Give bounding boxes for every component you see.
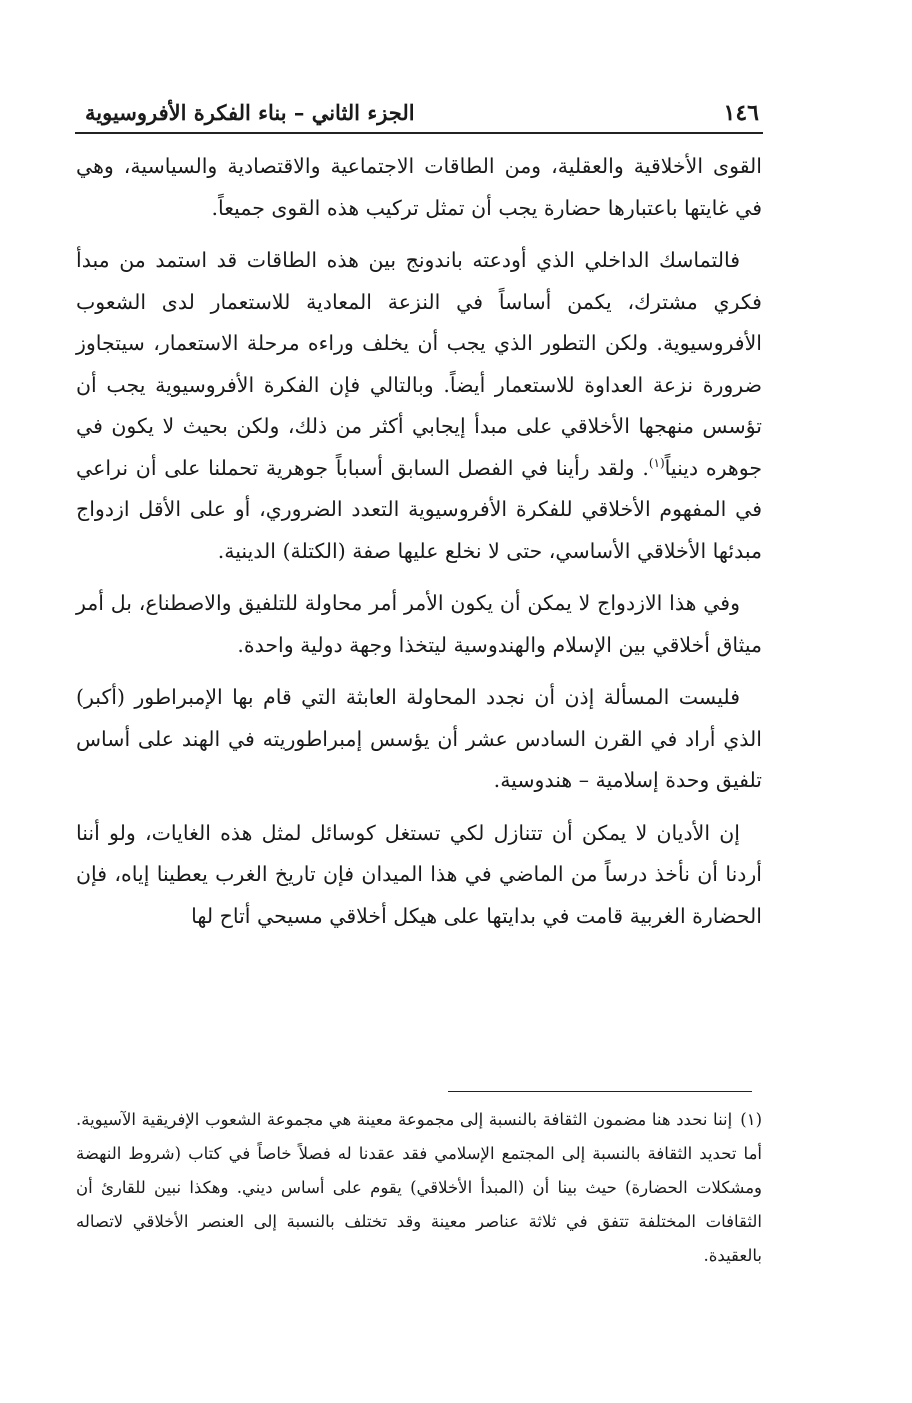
paragraph <box>76 240 762 572</box>
footnote-marker: (١) <box>740 1110 762 1129</box>
footnote-divider <box>448 1091 752 1092</box>
page-number: ١٤٦ <box>723 100 759 126</box>
footnote <box>76 1103 762 1273</box>
paragraph: القوى الأخلاقية والعقلية، ومن الطاقات الاجتماعية والاقتصادية والسياسية، وهي في غايتها باعتبارها حضارة يجب أن تمثل تركيب هذه القوى جميعاً. <box>76 154 762 220</box>
paragraph: فليست المسألة إذن أن نجدد المحاولة العابثة التي قام بها الإمبراطور (أكبر) الذي أراد في القرن السادس عشر أن يؤسس إمبراطوريته في الهند على أساس تلفيق وحدة إسلامية – هندوسية. <box>76 685 762 792</box>
running-header-title: الجزء الثاني – بناء الفكرة الأفروسيوية <box>85 100 415 125</box>
footnotes <box>76 1103 762 1273</box>
paragraph-text: فالتماسك الداخلي الذي أودعته باندونج بين هذه الطاقات قد استمد من مبدأ فكري مشترك، يكمن أساساً في النزعة المعادية للاستعمار لدى الشعوب الأفروسيوية. ولكن التطور الذي يجب أن يخلف وراءه مرحلة الاستعمار، سيتجاوز ضرورة نزعة العداوة للاستعمار أيضاً. وبالتالي فإن الفكرة الأفروسيوية يجب أن تؤسس منهجها الأخلاقي على مبدأ إيجابي أكثر من ذلك، ولكن بحيث لا يكون في جوهره دينياً <box>76 248 763 480</box>
paragraph: إن الأديان لا يمكن أن تتنازل لكي تستغل كوسائل لمثل هذه الغايات، ولو أننا أردنا أن نأخذ درساً من الماضي في هذا الميدان فإن تاريخ الغرب يعطينا إياه، فإن الحضارة الغربية قامت في بدايتها على هيكل أخلاقي مسيحي أتاح لها <box>76 820 762 928</box>
footnote-text: إننا نحدد هنا مضمون الثقافة بالنسبة إلى مجموعة معينة هي مجموعة الشعوب الإفريقية الآسيوية. أما تحديد الثقافة بالنسبة إلى المجتمع الإسلامي فقد عقدنا له فصلاً خاصاً في كتاب (شروط النهضة ومشكلات الحضارة) حيث بينا أن (المبدأ الأخلاقي) يقوم على أساس ديني. وهكذا نبين للقارئ أن الثقافات المختلفة تتفق في ثلاثة عناصر معينة وقد تختلف بالنسبة إلى العنصر الأخلاقي لاتصاله بالعقيدة. <box>76 1110 762 1265</box>
footnote-reference[interactable]: (١) <box>648 455 665 470</box>
paragraph: وفي هذا الازدواج لا يمكن أن يكون الأمر أمر محاولة للتلفيق والاصطناع، بل أمر ميثاق أخلاقي بين الإسلام والهندوسية ليتخذا وجهة دولية واحدة. <box>76 591 762 657</box>
running-header <box>75 96 763 134</box>
body-text <box>76 146 762 948</box>
paragraph-text: . ولقد رأينا في الفصل السابق أسباباً جوهرية تحملنا على أن نراعي في المفهوم الأخلاقي للفكرة الأفروسيوية التعدد الضروري، أو على الأقل ازدواج مبدئها الأخلاقي الأساسي، حتى لا نخلع عليها صفة (الكتلة) الدينية. <box>76 455 762 563</box>
